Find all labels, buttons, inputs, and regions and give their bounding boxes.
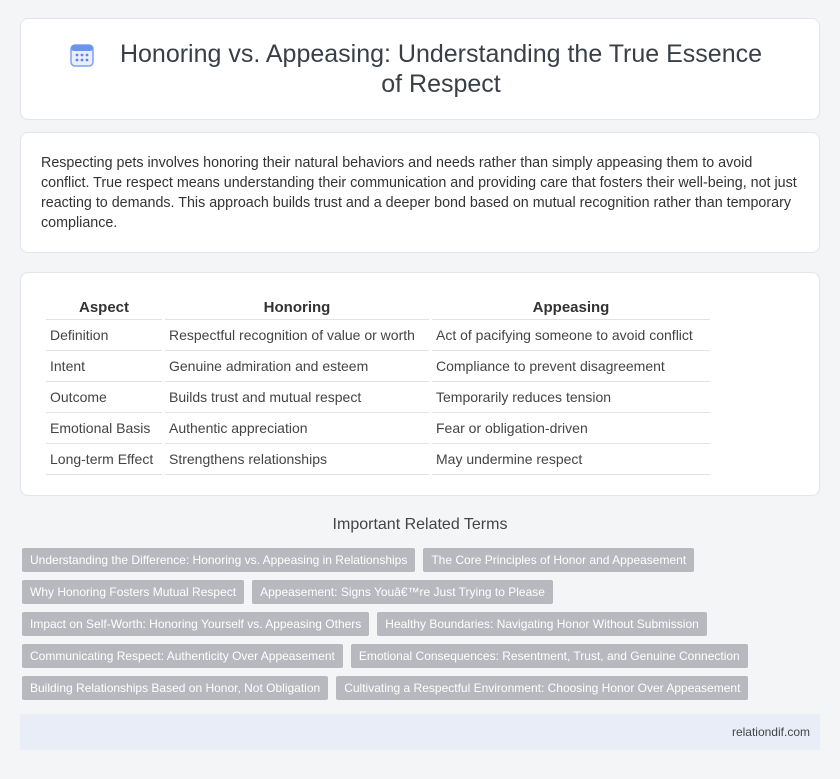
table-cell: Outcome	[46, 382, 162, 413]
table-row	[46, 382, 710, 413]
related-term-tag[interactable]: Building Relationships Based on Honor, Not Obligation	[22, 676, 328, 700]
table-cell: May undermine respect	[432, 444, 710, 475]
table-header-row	[46, 295, 710, 320]
table-cell: Intent	[46, 351, 162, 382]
footer-site-link[interactable]: relationdif.com	[731, 725, 810, 739]
header-card	[20, 18, 820, 120]
table-cell: Strengthens relationships	[165, 444, 429, 475]
related-term-tag[interactable]: Understanding the Difference: Honoring vs. Appeasing in Relationships	[22, 548, 415, 572]
comparison-card	[20, 272, 820, 496]
comparison-table	[43, 295, 713, 475]
related-terms-list	[22, 548, 822, 708]
footer	[20, 714, 820, 750]
header-honoring: Honoring	[165, 295, 429, 320]
related-term-tag[interactable]: Cultivating a Respectful Environment: Choosing Honor Over Appeasement	[336, 676, 748, 700]
related-term-tag[interactable]: Emotional Consequences: Resentment, Trust, and Genuine Connection	[351, 644, 748, 668]
table-row	[46, 413, 710, 444]
table-row	[46, 320, 710, 351]
table-cell: Genuine admiration and esteem	[165, 351, 429, 382]
table-row	[46, 444, 710, 475]
table-cell: Emotional Basis	[46, 413, 162, 444]
header-appeasing: Appeasing	[432, 295, 710, 320]
intro-card	[20, 132, 820, 253]
related-term-tag[interactable]: The Core Principles of Honor and Appeasement	[423, 548, 694, 572]
table-cell: Fear or obligation-driven	[432, 413, 710, 444]
table-cell: Builds trust and mutual respect	[165, 382, 429, 413]
related-terms-title: Important Related Terms	[332, 516, 508, 533]
table-cell: Respectful recognition of value or worth	[165, 320, 429, 351]
table-cell: Act of pacifying someone to avoid conflict	[432, 320, 710, 351]
tag-row	[22, 580, 822, 604]
related-term-tag[interactable]: Appeasement: Signs Youâ€™re Just Trying to Please	[252, 580, 553, 604]
intro-paragraph: Respecting pets involves honoring their natural behaviors and needs rather than simply appeasing them to avoid conflict. True respect means understanding their communication and providing care that fosters their well-being, not just reacting to demands. This approach builds trust and a deeper bond based on mutual recognition rather than temporary compliance.	[41, 155, 797, 231]
table-row	[46, 351, 710, 382]
related-term-tag[interactable]: Healthy Boundaries: Navigating Honor Without Submission	[377, 612, 707, 636]
table-cell: Compliance to prevent disagreement	[432, 351, 710, 382]
table-cell: Long-term Effect	[46, 444, 162, 475]
related-term-tag[interactable]: Communicating Respect: Authenticity Over Appeasement	[22, 644, 343, 668]
related-term-tag[interactable]: Why Honoring Fosters Mutual Respect	[22, 580, 244, 604]
table-cell: Definition	[46, 320, 162, 351]
related-term-tag[interactable]: Impact on Self-Worth: Honoring Yourself vs. Appeasing Others	[22, 612, 369, 636]
page-title: Honoring vs. Appeasing: Understanding the True Essence of Respect	[119, 40, 763, 98]
tag-row	[22, 644, 822, 668]
tag-row	[22, 548, 822, 572]
calendar-icon	[69, 42, 95, 68]
table-cell: Authentic appreciation	[165, 413, 429, 444]
tag-row	[22, 612, 822, 636]
tag-row	[22, 676, 822, 700]
header-aspect: Aspect	[46, 295, 162, 320]
table-cell: Temporarily reduces tension	[432, 382, 710, 413]
